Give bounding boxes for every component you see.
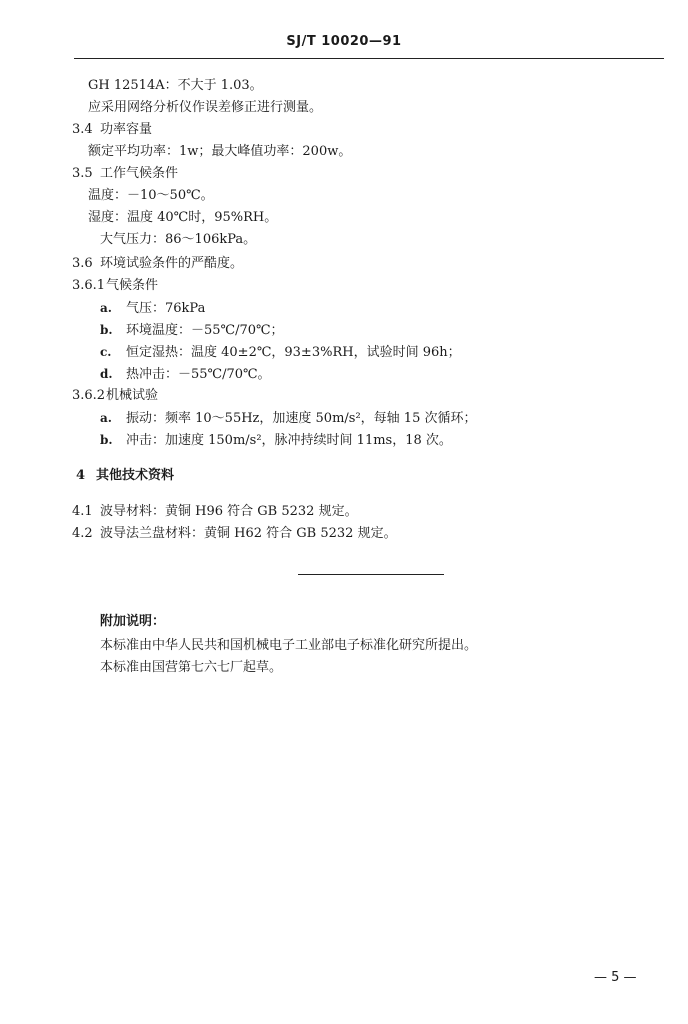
section-title: 工作气候条件 [100, 166, 179, 181]
section-number: 4.2 [72, 526, 93, 541]
standard-code-header: SJ/T 10020—91 [286, 34, 402, 49]
end-divider [298, 574, 444, 575]
section-number: 3.6.1 [72, 278, 106, 293]
section-title: 功率容量 [100, 122, 153, 137]
list-text: 气压：76kPa [126, 301, 206, 316]
list-marker: c. [100, 345, 112, 359]
list-marker: a. [100, 301, 112, 315]
requirement-line: GH 12514A：不大于 1.03。 [88, 78, 263, 93]
section-title: 环境试验条件的严酷度。 [100, 256, 244, 271]
section-title: 气候条件 [106, 278, 159, 293]
list-item [100, 322, 284, 339]
section-3-6-2 [72, 388, 158, 404]
list-item [100, 344, 461, 361]
section-title: 机械试验 [106, 388, 159, 403]
section-number: 3.6.2 [72, 388, 106, 403]
section-text: 波导材料：黄铜 H96 符合 GB 5232 规定。 [100, 504, 358, 519]
section-3-5 [72, 166, 178, 182]
requirement-line: 应采用网络分析仪作误差修正进行测量。 [88, 100, 323, 115]
requirement-line: 大气压力：86～106kPa。 [100, 232, 257, 247]
section-3-6-1 [72, 278, 158, 294]
list-marker: d. [100, 367, 113, 381]
requirement-line: 温度：－10～50℃。 [88, 188, 214, 203]
list-text: 环境温度：－55℃/70℃； [126, 323, 284, 338]
section-number: 3.5 [72, 166, 93, 181]
list-marker: b. [100, 433, 113, 447]
list-text: 热冲击：－55℃/70℃。 [126, 367, 271, 382]
section-4-2 [72, 526, 397, 542]
section-4-1 [72, 504, 358, 520]
list-item [100, 300, 205, 317]
requirement-line: 湿度：温度 40℃时，95%RH。 [88, 210, 278, 225]
list-marker: b. [100, 323, 113, 337]
section-4 [76, 468, 174, 484]
section-3-6 [72, 256, 243, 272]
header-rule [74, 58, 664, 59]
note-line: 本标准由国营第七六七厂起草。 [100, 660, 283, 675]
note-title: 附加说明： [100, 614, 166, 629]
page-number: — 5 — [594, 970, 637, 985]
list-text: 振动：频率 10～55Hz，加速度 50m/s²，每轴 15 次循环； [126, 411, 477, 426]
section-title: 其他技术资料 [96, 468, 175, 483]
list-item [100, 410, 476, 427]
section-3-4 [72, 122, 152, 138]
list-marker: a. [100, 411, 112, 425]
list-text: 冲击：加速度 150m/s²，脉冲持续时间 11ms，18 次。 [126, 433, 452, 448]
section-text: 波导法兰盘材料：黄铜 H62 符合 GB 5232 规定。 [100, 526, 397, 541]
section-number: 4.1 [72, 504, 93, 519]
list-item [100, 366, 271, 383]
requirement-line: 额定平均功率：1w；最大峰值功率：200w。 [88, 144, 352, 159]
list-text: 恒定湿热：温度 40±2℃，93±3%RH，试验时间 96h； [126, 345, 461, 360]
note-line: 本标准由中华人民共和国机械电子工业部电子标准化研究所提出。 [100, 638, 478, 653]
section-number: 3.6 [72, 256, 93, 271]
list-item [100, 432, 452, 449]
section-number: 3.4 [72, 122, 93, 137]
section-number: 4 [76, 468, 86, 483]
